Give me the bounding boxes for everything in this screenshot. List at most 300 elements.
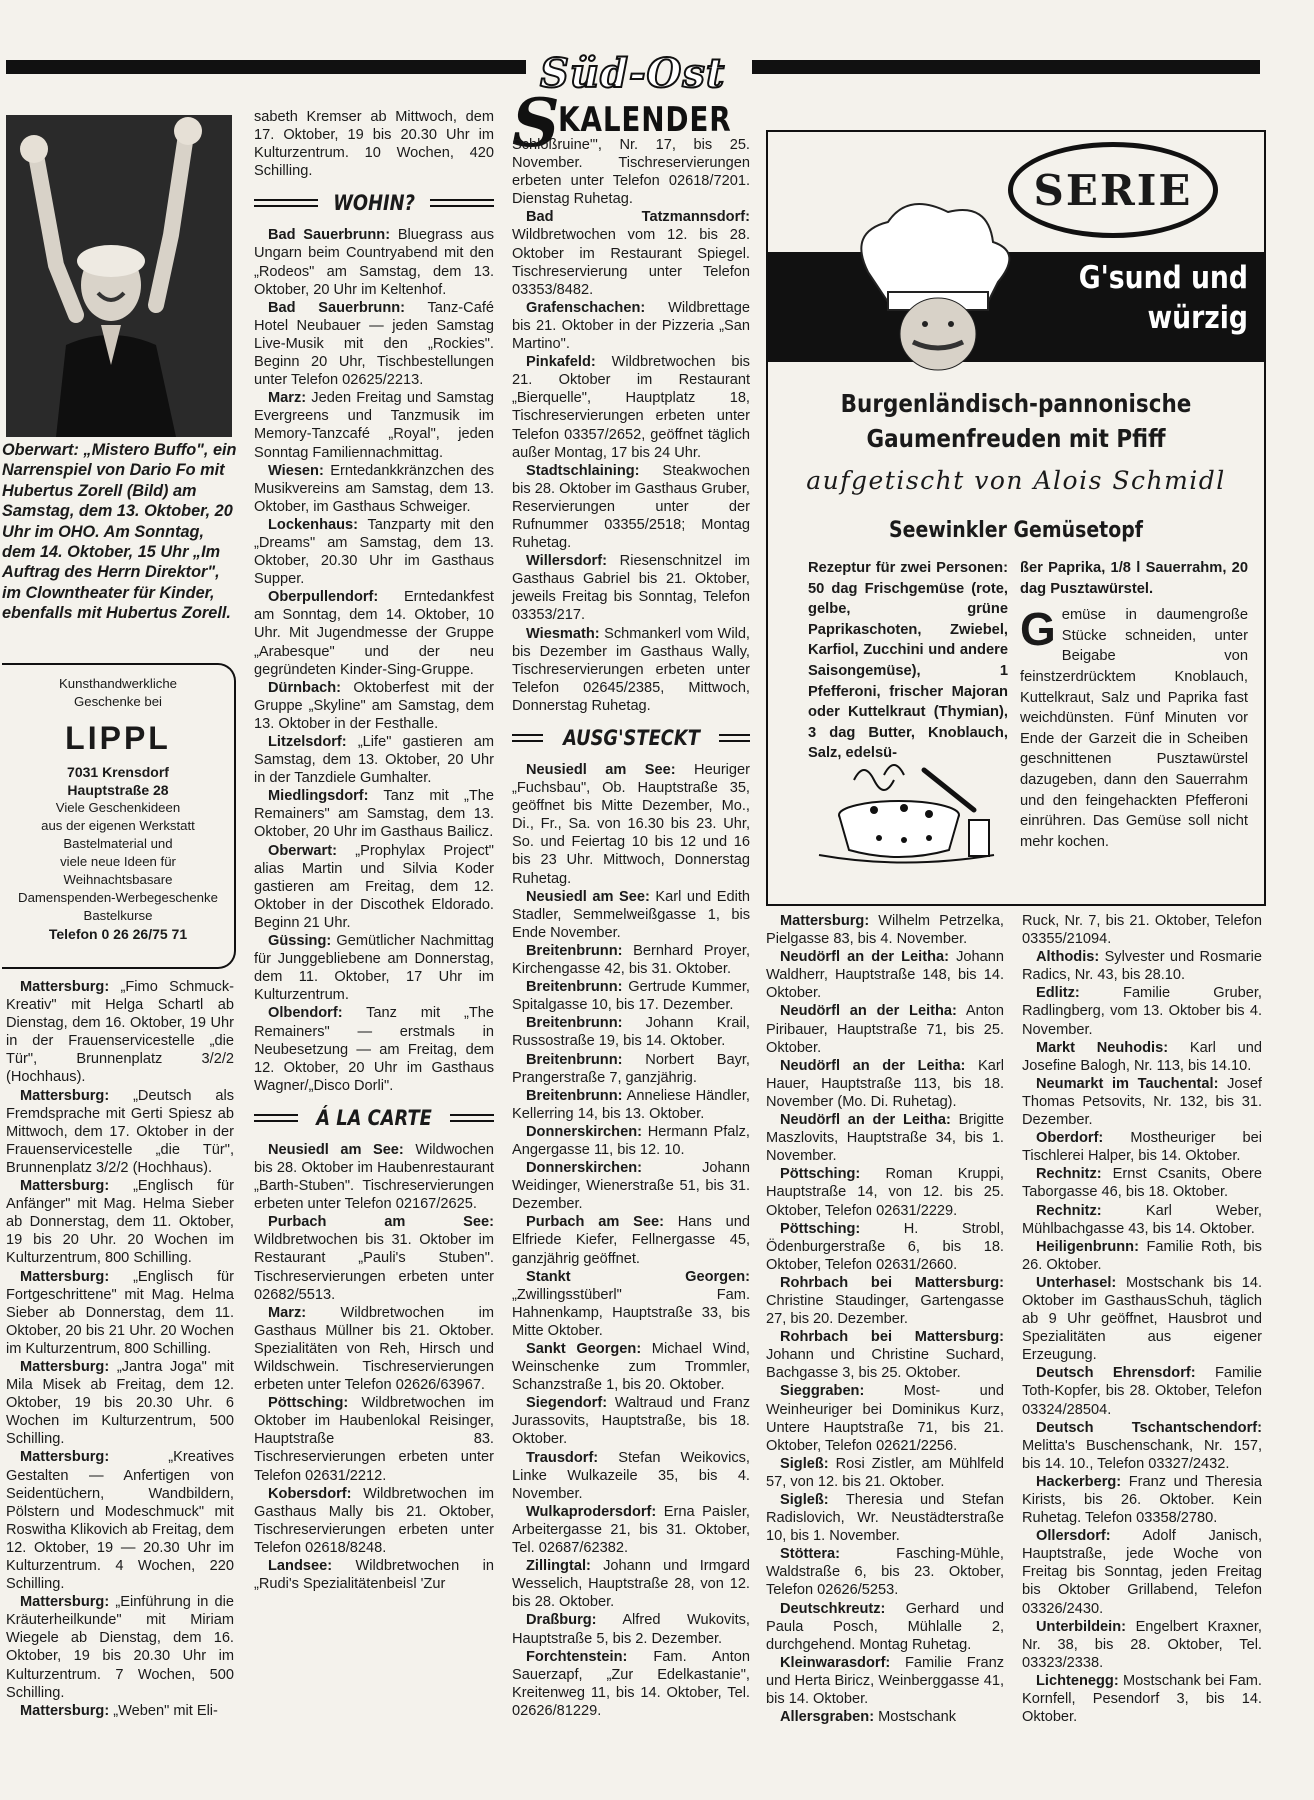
- entry-place: Pöttsching:: [268, 1395, 349, 1412]
- header-bar: [430, 199, 494, 207]
- calendar-entry: [512, 1051, 750, 1087]
- calendar-entry: [1022, 1202, 1262, 1238]
- calendar-entry: [512, 1557, 750, 1611]
- calendar-entry: [512, 1268, 750, 1340]
- column-1: [6, 978, 234, 1720]
- col3-entries: [512, 208, 750, 715]
- serie-byline: aufgetischt von Alois Schmidl: [806, 466, 1226, 495]
- section-title: AUSG'STECKT: [562, 725, 700, 750]
- entry-place: Unterhasel:: [1036, 1274, 1117, 1291]
- entry-place: Breitenbrunn:: [526, 1051, 623, 1068]
- entry-text: Melitta's Buschenschank, Nr. 157, bis 14. 10., Telefon 03327/2432.: [1022, 1437, 1262, 1472]
- entry-place: Bad Sauerbrunn:: [268, 299, 406, 316]
- entry-place: Rohrbach bei Mattersburg:: [780, 1329, 1004, 1346]
- col1-entries: [6, 978, 234, 1720]
- entry-place: Güssing:: [268, 933, 332, 950]
- section-header-carte: [254, 1105, 494, 1131]
- entry-place: Deutsch Tschantschendorf:: [1036, 1419, 1262, 1436]
- recipe-method: [1020, 558, 1248, 852]
- entry-text: Riesenschnitzel im Gasthaus Gabriel bis 21. Oktober, jeweils Freitag bis Sonntag, Telefon 03353/217.: [512, 553, 750, 624]
- calendar-entry: [512, 978, 750, 1014]
- entry-text: Bernhard Proyer, Kirchengasse 42, bis 31. Oktober.: [512, 942, 750, 978]
- serie-heading-line: Gaumenfreuden mit Pfiff: [866, 424, 1166, 453]
- photo-caption: Oberwart: „Mistero Buffo", ein Narrenspiel von Dario Fo mit Hubertus Zorell (Bild) am Samstag, dem 13. Oktober, 20 Uhr im OHO. Am Sonntag, dem 14. Oktober, 15 Uhr „Im Auftrag des Herrn Direktor", im Clowntheater für Kinder, ebenfalls mit Hubertus Zorell.: [2, 441, 237, 623]
- calendar-entry: [1022, 1129, 1262, 1165]
- entry-place: Breitenbrunn:: [526, 1087, 623, 1104]
- calendar-entry: [1022, 1672, 1262, 1726]
- calendar-entry: [1022, 1473, 1262, 1527]
- calendar-entry: [512, 1449, 750, 1503]
- serie-title-line: G'sund und: [1078, 260, 1248, 296]
- header-bar: [719, 734, 750, 742]
- section-title: WOHIN?: [333, 191, 415, 216]
- calendar-entry: [254, 1557, 494, 1593]
- entry-text: Stefan Weikovics, Linke Wulkazeile 35, bis 4. November.: [512, 1449, 750, 1502]
- calendar-entry: [512, 462, 750, 552]
- calendar-entry: [766, 1002, 1004, 1056]
- entry-place: Stöttera:: [780, 1546, 840, 1563]
- calendar-entry: [512, 1087, 750, 1123]
- entry-place: Heiligenbrunn:: [1036, 1238, 1139, 1255]
- entry-place: Mattersburg:: [20, 979, 110, 995]
- drop-cap: G: [1020, 603, 1056, 656]
- entry-place: Miedlingsdorf:: [268, 788, 369, 805]
- calendar-entry: [254, 1141, 494, 1213]
- entry-text: Karl und Edith Stadler, Semmelweißgasse 1, bis Ende November.: [512, 888, 750, 941]
- col5-entries: [1022, 912, 1262, 1726]
- entry-text: Gerhard und Paula Posch, Mühlalle 2, durchgehend. Montag Ruhetag.: [766, 1600, 1004, 1653]
- entry-place: Mattersburg:: [20, 1702, 110, 1719]
- calendar-entry: [766, 1220, 1004, 1274]
- entry-place: Mattersburg:: [20, 1594, 110, 1611]
- entry-text: Erntedankkränzchen des Musikvereins am Samstag, dem 13. Oktober, im Gasthaus Schweiger.: [254, 462, 494, 515]
- calendar-entry: [766, 1111, 1004, 1165]
- entry-place: Trausdorf:: [526, 1449, 599, 1466]
- entry-place: Pöttsching:: [780, 1166, 861, 1183]
- calendar-entry: [512, 942, 750, 978]
- calendar-entry: [1022, 912, 1262, 948]
- header-bar: [254, 1114, 298, 1122]
- entry-text: Adolf Janisch, Hauptstraße, jede Woche von Freitag bis Sonntag, jeden Freitag bis Oktober Grillabend, Telefon 03326/2430.: [1022, 1528, 1262, 1617]
- entry-place: Althodis:: [1036, 949, 1100, 966]
- calendar-entry: [6, 1177, 234, 1267]
- entry-place: Rechnitz:: [1036, 1166, 1102, 1183]
- performer-illustration: [6, 115, 232, 437]
- calendar-entry: [766, 1491, 1004, 1545]
- entry-place: Wulkaprodersdorf:: [526, 1503, 657, 1520]
- entry-place: Marz:: [268, 1304, 307, 1321]
- entry-text: Tanzparty mit den „Dreams" am Samstag, dem 13. Oktober, 20.30 Uhr im Gasthaus Supper.: [254, 516, 494, 588]
- section-header-wohin: [254, 190, 494, 216]
- ad-brand: LIPPL: [65, 720, 171, 756]
- entry-place: Oberdorf:: [1036, 1130, 1104, 1147]
- entry-place: Litzelsdorf:: [268, 734, 347, 750]
- entry-text: Heuriger „Fuchsbau", Ob. Hauptstraße 35, geöffnet bis Mitte Dezember, Mo., Di., Fr., Sa. von 16.30 bis 23. Uhr, So. und Feiertag 10 bis 12 und 16 bis 23 Uhr. Mittwoch, Donnerstag Ruhetag.: [512, 762, 751, 887]
- calendar-entry: [254, 462, 494, 516]
- entry-text: Johann Weidinger, Wienerstraße 51, bis 31. Dezember.: [512, 1160, 750, 1213]
- serie-heading: [820, 386, 1212, 456]
- entry-text: Erna Paisler, Arbeitergasse 21, bis 31. Oktober, Tel. 02687/62382.: [512, 1503, 750, 1557]
- entry-text: Schmankerl vom Wild, bis Dezember im Gasthaus Wally, Tischreservierungen erbeten unter Telefon 02645/2385, Mittwoch, Donnerstag Ruhetag.: [512, 625, 750, 714]
- calendar-entry: [512, 1123, 750, 1159]
- entry-place: Lockenhaus:: [268, 516, 359, 533]
- entry-place: Neusiedl am See:: [268, 1141, 404, 1158]
- entry-place: Rechnitz:: [1036, 1202, 1102, 1219]
- serie-badge-text: SERIE: [1033, 165, 1193, 215]
- entry-text: „Jantra Joga" mit Mila Misek ab Freitag, dem 12. Oktober, 19 bis 20.30 Uhr. 6 Wochen im Kulturzentrum, 500 Schilling.: [6, 1358, 234, 1448]
- entry-place: Mattersburg:: [20, 1449, 110, 1466]
- entry-place: Breitenbrunn:: [526, 942, 623, 959]
- entry-place: Oberpullendorf:: [268, 589, 379, 606]
- entry-text: Sylvester und Rosmarie Radics, Nr. 43, bis 28.10.: [1022, 949, 1262, 984]
- col2-intro: sabeth Kremser ab Mittwoch, dem 17. Oktober, 19 bis 20.30 Uhr im Kulturzentrum. 10 Wochen, 420 Schilling.: [254, 109, 494, 180]
- ad-line: Weihnachtsbasare: [63, 872, 173, 887]
- entry-text: Norbert Bayr, Prangerstraße 7, ganzjährig.: [512, 1051, 750, 1086]
- calendar-entry: [254, 733, 494, 787]
- entry-place: Draßburg:: [526, 1612, 597, 1629]
- entry-text: Johann Krail, Russostraße 19, bis 14. Oktober.: [512, 1015, 750, 1050]
- calendar-entry: [254, 679, 494, 733]
- header-bar: [450, 1114, 494, 1122]
- entry-place: Donnerskirchen:: [526, 1160, 642, 1177]
- calendar-entry: [6, 1702, 234, 1720]
- serie-heading-line: Burgenländisch-pannonische: [840, 389, 1192, 418]
- entry-text: Anton Piribauer, Hauptstraße 71, bis 25. Oktober.: [766, 1003, 1004, 1056]
- entry-place: Ollersdorf:: [1036, 1528, 1111, 1545]
- entry-text: Ruck, Nr. 7, bis 21. Oktober, Telefon 03355/21094.: [1022, 913, 1262, 948]
- entry-text: „Einführung in die Kräuterheilkunde" mit Miriam Wiegele ab Dienstag, dem 16. Oktober, 19 bis 20.30 Uhr im Kulturzentrum. 7 Wochen, 500 Schilling.: [6, 1594, 234, 1701]
- entry-place: Bad Tatzmannsdorf:: [526, 209, 750, 226]
- calendar-entry: [254, 1304, 494, 1394]
- calendar-entry: [512, 1648, 750, 1720]
- calendar-entry: [766, 1708, 1004, 1726]
- entry-place: Stadtschlaining:: [526, 462, 640, 479]
- entry-place: Breitenbrunn:: [526, 1015, 623, 1032]
- calendar-entry: [512, 1159, 750, 1213]
- calendar-entry: [254, 226, 494, 298]
- entry-place: Mattersburg:: [20, 1178, 110, 1195]
- ausgsteckt-entries: [512, 761, 750, 1720]
- entry-place: Purbach am See:: [526, 1214, 664, 1231]
- entry-place: Mattersburg:: [20, 1087, 110, 1104]
- wohin-entries: [254, 226, 494, 1095]
- entry-text: „Kreatives Gestalten — Anfertigen von Seidentüchern, Wandbildern, Pölstern und Modeschmuck" mit Roswitha Klikovich ab Freitag, dem 12. Oktober, 19 — 20.30 Uhr im Kulturzentrum. 4 Wochen, 220 Schilling.: [6, 1449, 234, 1593]
- entry-text: Karl Weber, Mühlbachgasse 43, bis 14. Oktober.: [1022, 1202, 1262, 1237]
- masthead: [510, 50, 760, 162]
- ad-phone: Telefon 0 26 26/75 71: [48, 926, 188, 942]
- entry-text: „Life" gastieren am Samstag, dem 13. Oktober, 20 Uhr in der Tanzdiele Gumhalter.: [254, 734, 494, 787]
- calendar-entry: [512, 1213, 750, 1267]
- entry-text: „Englisch für Fortgeschrittene" mit Mag. Helma Sieber ab Donnerstag, dem 11. Oktober, 20 bis 21 Uhr. 20 Wochen im Kulturzentrum, 800 Schilling.: [6, 1268, 234, 1357]
- entry-text: „Deutsch als Fremdsprache mit Gerti Spiesz ab Mittwoch, dem 17. Oktober in der Frauenservicestelle „die Tür", Brunnenplatz 3/2/2 (Hochhaus).: [6, 1087, 234, 1176]
- entry-text: Tanz-Café Hotel Neubauer — jeden Samstag Live-Musik mit den „Rockies". Beginn 20 Uhr, Tischbestellungen unter Telefon 02625/2213.: [254, 299, 494, 389]
- calendar-entry: [766, 1382, 1004, 1454]
- entry-place: Donnerskirchen:: [526, 1123, 642, 1140]
- entry-place: Forchtenstein:: [526, 1648, 628, 1665]
- calendar-entry: [1022, 1238, 1262, 1274]
- entry-text: Ernst Csanits, Obere Taborgasse 46, bis 18. Oktober.: [1022, 1166, 1262, 1201]
- entry-text: Wilhelm Petrzelka, Pielgasse 83, bis 4. November.: [766, 913, 1004, 948]
- entry-place: Grafenschachen:: [526, 299, 646, 316]
- entry-text: Roman Kruppi, Hauptstraße 14, von 12. bis 25. Oktober, Telefon 02631/2229.: [766, 1166, 1004, 1219]
- calendar-entry: [512, 1394, 750, 1448]
- entry-place: Markt Neuhodis:: [1036, 1039, 1169, 1056]
- recipe-title: Seewinkler Gemüsetopf: [888, 518, 1143, 543]
- calendar-entry: [512, 353, 750, 462]
- entry-place: Kleinwarasdorf:: [780, 1654, 891, 1671]
- calendar-entry: [512, 208, 750, 298]
- calendar-entry: [766, 1654, 1004, 1708]
- entry-place: Sieggraben:: [780, 1383, 865, 1400]
- col3-intro: Schloßruine'", Nr. 17, bis 25. November. Tischreservierungen erbeten unter Telefon 02618/7201. Dienstag Ruhetag.: [512, 137, 750, 208]
- entry-text: Wildbretwochen vom 12. bis 28. Oktober im Restaurant Spiegel. Tischreservierung unter Telefon 03353/8482.: [512, 227, 750, 298]
- entry-text: „Fimo Schmuck-Kreativ" mit Helga Schartl ab Dienstag, dem 16. Oktober, 19 Uhr in der Frauenservicestelle „die Tür", Brunnenplatz 3/2/2 (Hochhaus).: [6, 979, 234, 1086]
- entry-text: Oktoberfest mit der Gruppe „Skyline" am Samstag, dem 13. Oktober in der Festhalle.: [254, 679, 495, 732]
- header-bar: [512, 734, 543, 742]
- calendar-entry: [512, 1340, 750, 1394]
- entry-text: Wildbrettage bis 21. Oktober in der Pizzeria „San Martino".: [512, 299, 750, 353]
- entry-place: Mattersburg:: [780, 913, 870, 929]
- entry-place: Neudörfl an der Leitha:: [780, 1057, 966, 1074]
- entry-place: Neusiedl am See:: [526, 762, 676, 778]
- column-2: [254, 108, 494, 1593]
- entry-text: H. Strobl, Ödenburgerstraße 6, bis 18. Oktober, Telefon 02631/2660.: [766, 1220, 1004, 1273]
- ad-line: viele neue Ideen für: [60, 854, 176, 869]
- section-title: Á LA CARTE: [316, 1105, 432, 1130]
- entry-text: Familie Roth, bis 26. Oktober.: [1022, 1238, 1262, 1273]
- entry-place: Sigleß:: [780, 1492, 829, 1508]
- calendar-entry: [766, 912, 1004, 948]
- entry-text: Franz und Theresia Kirists, bis 26. Oktober. Kein Ruhetag. Telefon 03358/2780.: [1022, 1473, 1263, 1527]
- header-rule-left: [6, 60, 526, 74]
- entry-place: Pöttsching:: [780, 1220, 861, 1237]
- recipe-method-text: emüse in daumengroße Stücke schneiden, unter Beigabe von feinstzerdrücktem Knoblauch, Kuttelkraut, Salz und Paprika fast weichdünsten. Fünf Minuten vor Ende der Garzeit die in Scheiben geschnittenen Pusztawürstel dazugeben, dann den Sauerrahm und den feingehackten Pfefferoni einrühren. Das Gemüse soll nicht mehr kochen.: [1020, 607, 1248, 850]
- entry-text: Brigitte Maszlovits, Hauptstraße 34, bis 1. November.: [766, 1112, 1004, 1165]
- entry-text: „Zwillingsstüberl" Fam. Hahnenkamp, Hauptstraße 33, bis Mitte Oktober.: [512, 1286, 750, 1339]
- serie-feature-box: [766, 130, 1266, 906]
- masthead-initial: S: [512, 84, 560, 162]
- ad-address: Hauptstraße 28: [67, 782, 169, 798]
- entry-text: Fam. Anton Sauerzapf, „Zur Edelkastanie", Kreitenweg 11, bis 14. Oktober, Tel. 02626/81229.: [512, 1648, 750, 1719]
- column-5: [1022, 912, 1262, 1726]
- calendar-entry: [6, 1087, 234, 1177]
- entry-place: Marz:: [268, 390, 307, 407]
- entry-text: Gertrude Kummer, Spitalgasse 10, bis 17. Dezember.: [512, 979, 750, 1014]
- section-header-ausgsteckt: [512, 725, 750, 751]
- ad-line: Geschenke bei: [74, 694, 162, 709]
- calendar-entry: [6, 1358, 234, 1448]
- calendar-entry: [512, 625, 750, 715]
- calendar-entry: [512, 888, 750, 942]
- masthead-script: Süd-Ost: [540, 50, 726, 97]
- entry-place: Neumarkt im Tauchental:: [1036, 1075, 1219, 1092]
- calendar-entry: [1022, 1075, 1262, 1129]
- calendar-entry: [512, 761, 750, 888]
- entry-text: Wildbretwochen bis 31. Oktober im Restaurant „Pauli's Stuben". Tischreservierungen erbeten unter 02682/5513.: [254, 1232, 494, 1303]
- serie-title-line: würzig: [1147, 300, 1248, 336]
- column-3: [512, 136, 750, 1720]
- entry-place: Allersgraben:: [780, 1709, 875, 1726]
- calendar-entry: [254, 842, 494, 932]
- entry-place: Mattersburg:: [20, 1268, 110, 1285]
- calendar-entry: [254, 1485, 494, 1557]
- entry-place: Sankt Georgen:: [526, 1341, 642, 1357]
- ad-line: Kunsthandwerkliche: [58, 676, 178, 691]
- calendar-entry: [766, 1165, 1004, 1219]
- chef-illustration: [808, 192, 1058, 372]
- entry-text: Anneliese Händler, Kellerring 14, bis 13. Oktober.: [512, 1087, 750, 1122]
- calendar-entry: [254, 1004, 494, 1094]
- calendar-entry: [1022, 984, 1262, 1038]
- entry-text: Michael Wind, Weinschenke zum Trommler, Schanzstraße 1, bis 20. Oktober.: [512, 1341, 750, 1394]
- ad-line: Bastelkurse: [83, 908, 153, 923]
- entry-text: Rosi Zistler, am Mühlfeld 57, von 12. bis 21. Oktober.: [766, 1455, 1004, 1490]
- entry-text: Most- und Weinheuriger bei Dominikus Kurz, Untere Hauptstraße 71, bis 21. Oktober, Telefon 02621/2256.: [766, 1383, 1004, 1454]
- calendar-entry: [254, 1213, 494, 1303]
- recipe-ingredients-cont: ßer Paprika, 1/8 l Sauerrahm, 20 dag Pusztawürstel.: [1020, 560, 1248, 597]
- entry-text: „Weben" mit Eli-: [113, 1702, 218, 1719]
- entry-text: „Prophylax Project" alias Martin und Silvia Koder gastieren am Freitag, dem 12. Oktober in der Discothek Eldorado. Beginn 21 Uhr.: [254, 842, 494, 931]
- entry-text: Christine Staudinger, Gartengasse 27, bis 20. Dezember.: [766, 1292, 1004, 1328]
- entry-text: Wildbretwochen bis 21. Oktober im Restaurant „Bierquelle", Hauptplatz 18, Tischreservierungen erbeten unter Telefon 03357/2652, geöffnet täglich außer Montag, 17 bis 24 Uhr.: [512, 354, 750, 461]
- entry-text: Johann und Christine Suchard, Bachgasse 3, bis 25. Oktober.: [766, 1347, 1004, 1382]
- entry-place: Neudörfl an der Leitha:: [780, 1112, 951, 1129]
- lippl-advertisement: [2, 663, 236, 969]
- entry-place: Landsee:: [268, 1558, 333, 1575]
- calendar-entry: [1022, 1618, 1262, 1672]
- entry-text: Alfred Wukovits, Hauptstraße 5, bis 2. Dezember.: [512, 1612, 750, 1647]
- entry-text: Wildbretwochen im Gasthaus Müllner bis 21. Oktober. Spezialitäten von Reh, Hirsch und Wildschwein. Tischreservierungen erbeten unter Telefon 02626/63967.: [254, 1304, 494, 1394]
- entry-place: Deutschkreutz:: [780, 1600, 886, 1617]
- entry-text: Jeden Freitag und Samstag Evergreens und Tanzmusik im Memory-Tanzcafé „Royal", jeden Sonntag Familiennachmittag.: [254, 390, 494, 461]
- entry-text: Wildbretwochen im Gasthaus Mally bis 21. Oktober, Tischreservierungen erbeten unter Telefon 02618/8248.: [254, 1485, 494, 1556]
- entry-text: Karl und Josefine Balogh, Nr. 113, bis 14.10.: [1022, 1039, 1262, 1074]
- calendar-entry: [512, 1503, 750, 1557]
- entry-text: Mostheuriger bei Tischlerei Halper, bis 14. Oktober.: [1022, 1130, 1262, 1165]
- entry-place: Neusiedl am See:: [526, 888, 650, 905]
- ad-address: 7031 Krensdorf: [67, 764, 169, 780]
- entry-text: Tanz mit „The Remainers" — erstmals in Neubesetzung — am Freitag, dem 12. Oktober, 20 Uhr im Gasthaus Wagner/„Disco Dorli".: [254, 1005, 494, 1094]
- calendar-entry: [1022, 1274, 1262, 1364]
- entry-place: Unterbildein:: [1036, 1618, 1126, 1635]
- calendar-entry: [1022, 1039, 1262, 1075]
- calendar-entry: [6, 978, 234, 1087]
- entry-text: Familie Franz und Herta Biricz, Weinberggasse 41, bis 14. Oktober.: [766, 1654, 1004, 1708]
- entry-text: Bluegrass aus Ungarn beim Countryabend mit den „Rodeos" am Samstag, dem 13. Oktober, 20 Uhr im Keltenhof.: [254, 227, 494, 298]
- entry-text: Johann Waldherr, Hauptstraße 148, bis 14. Oktober.: [766, 949, 1004, 1002]
- entry-text: Mostschank bei Fam. Kornfell, Pesendorf 3, bis 14. Oktober.: [1022, 1672, 1262, 1726]
- calendar-entry: [766, 1455, 1004, 1491]
- column-4: [766, 912, 1004, 1726]
- entry-place: Mattersburg:: [20, 1358, 110, 1375]
- ad-line: Bastelmaterial und: [63, 836, 173, 851]
- entry-place: Oberwart:: [268, 842, 337, 859]
- calendar-entry: [766, 948, 1004, 1002]
- entry-text: Theresia und Stefan Radislovich, Wr. Neustädterstraße 10, bis 1. November.: [766, 1492, 1004, 1545]
- entry-text: Wildbretwochen im Oktober im Haubenlokal Reisinger, Hauptstraße 83. Tischreservierungen erbeten unter Telefon 02631/2212.: [254, 1395, 494, 1484]
- entry-text: Familie Toth-Kopfer, bis 28. Oktober, Telefon 03324/28504.: [1022, 1365, 1262, 1418]
- entry-text: Wildwochen bis 28. Oktober im Haubenrestaurant „Barth-Stuben". Tischreservierungen erbeten unter Telefon 02167/2625.: [254, 1141, 495, 1213]
- serie-title: [1076, 258, 1248, 338]
- entry-place: Purbach am See:: [268, 1214, 494, 1231]
- calendar-entry: [6, 1593, 234, 1702]
- cooking-pot-illustration: [804, 760, 1004, 870]
- entry-place: Lichtenegg:: [1036, 1672, 1119, 1689]
- carte-entries: [254, 1141, 494, 1593]
- recipe-method-body: [1020, 605, 1248, 852]
- entry-text: Josef Thomas Petsovits, Nr. 132, bis 31. Dezember.: [1022, 1075, 1262, 1129]
- calendar-entry: [1022, 1527, 1262, 1617]
- entry-place: Neudörfl an der Leitha:: [780, 949, 949, 966]
- entry-text: Mostschank: [878, 1709, 957, 1726]
- ad-line: Viele Geschenkideen: [55, 800, 181, 815]
- calendar-entry: [512, 552, 750, 624]
- entry-place: Wiesen:: [268, 462, 324, 479]
- entry-text: Waltraud und Franz Jurassovits, Hauptstraße, bis 18. Oktober.: [512, 1395, 750, 1448]
- entry-place: Dürnbach:: [268, 679, 341, 696]
- entry-place: Breitenbrunn:: [526, 979, 623, 996]
- entry-text: Familie Gruber, Radlingberg, vom 13. Oktober bis 4. November.: [1022, 985, 1262, 1038]
- calendar-entry: [1022, 1419, 1262, 1473]
- calendar-entry: [766, 1328, 1004, 1382]
- calendar-entry: [512, 1611, 750, 1647]
- entry-text: Gemütlicher Nachmittag für Junggebliebene am Donnerstag, dem 11. Oktober, 17 Uhr im Kulturzentrum.: [254, 933, 494, 1004]
- entry-text: Tanz mit „The Remainers" am Samstag, dem 13. Oktober, 20 Uhr im Gasthaus Bailicz.: [254, 788, 494, 841]
- entry-place: Sigleß:: [780, 1455, 829, 1472]
- entry-place: Deutsch Ehrensdorf:: [1036, 1365, 1196, 1382]
- calendar-entry: [766, 1600, 1004, 1654]
- calendar-entry: [512, 1014, 750, 1050]
- calendar-entry: [766, 1274, 1004, 1328]
- header-rule-right: [752, 60, 1260, 74]
- calendar-entry: [254, 787, 494, 841]
- entry-text: Steakwochen bis 28. Oktober im Gasthaus Gruber, Reservierungen unter der Rufnummer 03355/2518; Montag Ruhetag.: [512, 462, 750, 552]
- entry-text: Karl Hauer, Hauptstraße 113, bis 18. November (Mo. Di. Ruhetag).: [766, 1057, 1004, 1110]
- col4-entries: [766, 912, 1004, 1726]
- calendar-entry: [512, 299, 750, 353]
- entry-place: Neudörfl an der Leitha:: [780, 1003, 957, 1020]
- entry-text: Engelbert Kraxner, Nr. 38, bis 28. Oktober, Tel. 03323/2338.: [1022, 1618, 1262, 1671]
- entry-place: Edlitz:: [1036, 985, 1080, 1002]
- calendar-entry: [254, 1394, 494, 1484]
- entry-text: „Englisch für Anfänger" mit Mag. Helma Sieber ab Donnerstag, dem 11. Oktober, 19 bis 20 Uhr. 20 Wochen im Kulturzentrum, 800 Schilling.: [6, 1178, 234, 1267]
- entry-place: Olbendorf:: [268, 1005, 343, 1022]
- entry-place: Zillingtal:: [526, 1558, 591, 1575]
- entry-text: Wildbretwochen in „Rudi's Spezialitätenbeisl 'Zur: [254, 1558, 494, 1593]
- entry-text: Johann und Irmgard Wesselich, Hauptstraße 28, von 12. bis 28. Oktober.: [512, 1558, 750, 1611]
- calendar-entry: [1022, 1364, 1262, 1418]
- calendar-entry: [1022, 1165, 1262, 1201]
- calendar-entry: [254, 932, 494, 1004]
- entry-text: Hans und Elfriede Kiefer, Fellnergasse 45, ganzjährig geöffnet.: [512, 1214, 750, 1267]
- entry-place: Wiesmath:: [526, 625, 600, 642]
- entry-text: Hermann Pfalz, Angergasse 11, bis 12. 10.: [512, 1123, 750, 1158]
- entry-place: Stankt Georgen:: [526, 1268, 750, 1285]
- calendar-entry: [6, 1448, 234, 1593]
- masthead-title: KALENDER: [558, 100, 732, 140]
- entry-place: Hackerberg:: [1036, 1473, 1122, 1490]
- entry-place: Rohrbach bei Mattersburg:: [780, 1274, 1004, 1291]
- calendar-entry: [6, 1268, 234, 1358]
- entry-place: Willersdorf:: [526, 553, 607, 570]
- recipe-ingredients: Rezeptur für zwei Personen: 50 dag Frischgemüse (rote, gelbe, grüne Paprikaschoten, Zwiebel, Karfiol, Zucchini und andere Saisongemüse), 1 Pfefferoni, frischer Majoran oder Kuttelkraut (Thymian), 3 dag Butter, Knoblauch, Salz, edelsü-: [808, 560, 1008, 762]
- calendar-entry: [254, 299, 494, 389]
- calendar-entry: [254, 588, 494, 678]
- entry-place: Bad Sauerbrunn:: [268, 227, 391, 244]
- entry-place: Kobersdorf:: [268, 1485, 352, 1502]
- calendar-entry: [254, 389, 494, 461]
- entry-text: Fasching-Mühle, Waldstraße 6, bis 23. Oktober, Telefon 02626/5253.: [766, 1546, 1004, 1599]
